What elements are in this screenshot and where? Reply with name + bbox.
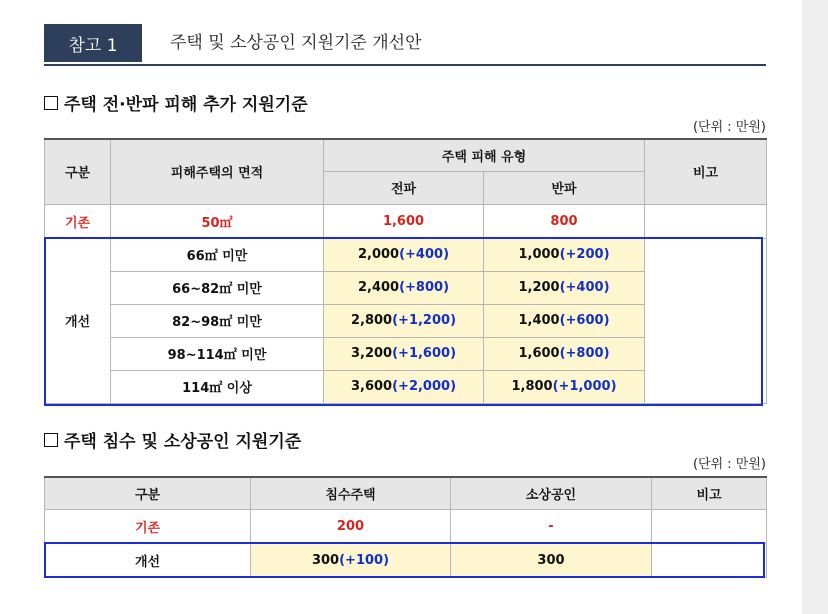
improved-flood: 300(+100) [251, 543, 451, 577]
improved-label: 개선 [45, 238, 111, 403]
half-value-cell: 1,800(+1,000) [484, 370, 645, 403]
house-damage-table [44, 138, 767, 404]
half-value-cell: 1,000(+200) [484, 238, 645, 271]
existing-flood: 200 [251, 509, 451, 543]
table-row-existing [45, 204, 767, 238]
existing-area: 50㎡ [111, 204, 324, 238]
existing-note [645, 204, 767, 238]
existing-note [652, 509, 767, 543]
improved-biz: 300 [451, 543, 652, 577]
improved-note [645, 238, 767, 403]
full-value-cell: 2,000(+400) [324, 238, 484, 271]
area-cell: 98~114㎡ 미만 [111, 337, 324, 370]
header-small-business: 소상공인 [451, 477, 652, 509]
section1-title [44, 90, 308, 115]
half-value-cell: 1,200(+400) [484, 271, 645, 304]
header-gubun: 구분 [45, 477, 251, 509]
table-row-improved [45, 543, 767, 577]
section2-title [44, 427, 301, 452]
header-area: 피해주택의 면적 [111, 139, 324, 204]
checkbox-square-icon [44, 433, 58, 447]
page-title: 주택 및 소상공인 지원기준 개선안 [170, 33, 422, 53]
table-row [45, 238, 767, 271]
existing-label: 기존 [45, 509, 251, 543]
half-value-cell: 1,600(+800) [484, 337, 645, 370]
improved-label: 개선 [45, 543, 251, 577]
full-value-cell: 2,800(+1,200) [324, 304, 484, 337]
header-rule [44, 64, 766, 66]
full-value-cell: 3,600(+2,000) [324, 370, 484, 403]
full-value-cell: 2,400(+800) [324, 271, 484, 304]
area-cell: 66~82㎡ 미만 [111, 271, 324, 304]
existing-label: 기존 [45, 204, 111, 238]
full-value-cell: 3,200(+1,600) [324, 337, 484, 370]
scrollbar-track[interactable] [802, 0, 828, 614]
header-half-destruction: 반파 [484, 171, 645, 204]
area-cell: 114㎡ 이상 [111, 370, 324, 403]
header-gubun: 구분 [45, 139, 111, 204]
section2-title-text: 주택 침수 및 소상공인 지원기준 [64, 432, 302, 452]
existing-full: 1,600 [324, 204, 484, 238]
header-full-destruction: 전파 [324, 171, 484, 204]
table-row-existing [45, 509, 767, 543]
half-value-cell: 1,400(+600) [484, 304, 645, 337]
header-note: 비고 [652, 477, 767, 509]
header-flood-house: 침수주택 [251, 477, 451, 509]
flood-business-table [44, 476, 767, 578]
existing-biz: - [451, 509, 652, 543]
area-cell: 66㎡ 미만 [111, 238, 324, 271]
checkbox-square-icon [44, 96, 58, 110]
reference-badge: 참고 1 [44, 24, 142, 62]
area-cell: 82~98㎡ 미만 [111, 304, 324, 337]
existing-half: 800 [484, 204, 645, 238]
improved-note [652, 543, 767, 577]
section1-title-text: 주택 전·반파 피해 추가 지원기준 [64, 95, 308, 115]
section2-unit: (단위 : 만원) [692, 457, 766, 472]
header-note: 비고 [645, 139, 767, 204]
header-damage-type: 주택 피해 유형 [324, 139, 645, 171]
section1-unit: (단위 : 만원) [692, 120, 766, 135]
